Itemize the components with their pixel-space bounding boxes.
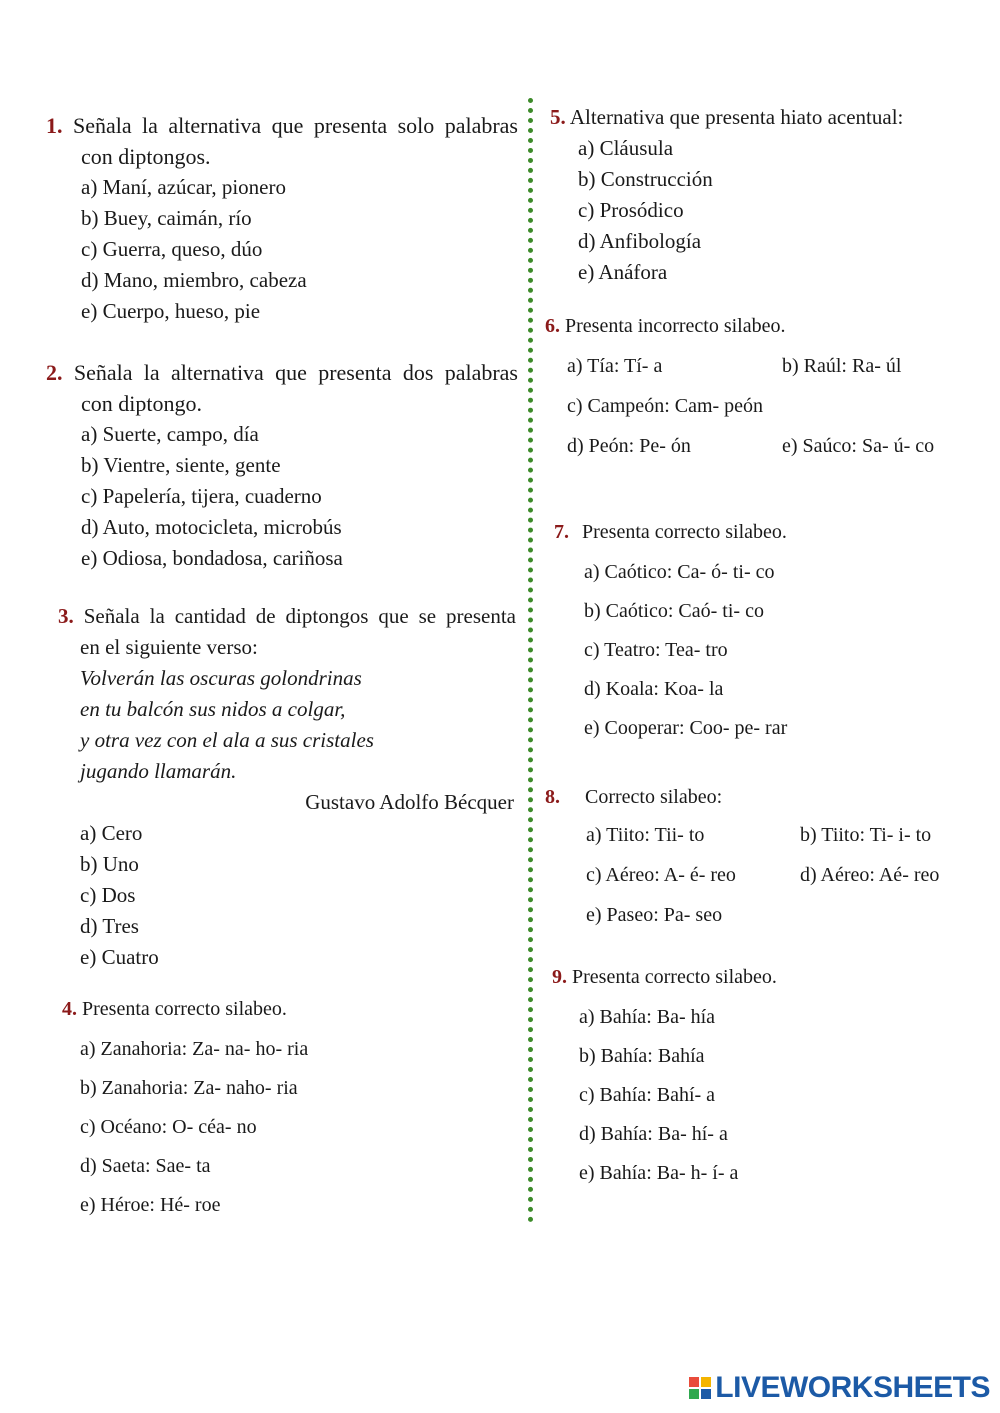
question-7-option-a[interactable]: a) Caótico: Ca- ó- ti- co xyxy=(584,561,775,583)
question-1 xyxy=(46,110,518,327)
question-5-stem: 5. Alternativa que presenta hiato acentual: xyxy=(550,105,904,129)
question-8-option-b[interactable]: b) Tiito: Ti- i- to xyxy=(800,824,932,846)
question-3-stem-line2: en el siguiente verso: xyxy=(80,635,258,659)
question-1-number: 1. xyxy=(46,113,63,138)
question-1-option-c[interactable]: c) Guerra, queso, dúo xyxy=(81,237,263,261)
question-4-option-a[interactable]: a) Zanahoria: Za- na- ho- ria xyxy=(80,1038,309,1060)
question-9-option-b[interactable]: b) Bahía: Bahía xyxy=(579,1045,705,1067)
question-2-stem-line2: con diptongo. xyxy=(81,391,202,416)
question-4-option-d[interactable]: d) Saeta: Sae- ta xyxy=(80,1155,211,1177)
liveworksheets-logo-text: LIVEWORKSHEETS xyxy=(715,1371,990,1404)
question-8-option-e[interactable]: e) Paseo: Pa- seo xyxy=(586,904,723,926)
question-3-verse-line1: Volverán las oscuras golondrinas xyxy=(80,666,362,690)
question-9 xyxy=(552,962,972,1189)
question-2-option-c[interactable]: c) Papelería, tijera, cuaderno xyxy=(81,484,322,508)
question-7-option-c[interactable]: c) Teatro: Tea- tro xyxy=(584,639,728,661)
question-5-option-d[interactable]: d) Anfibología xyxy=(578,229,702,253)
question-4-option-b[interactable]: b) Zanahoria: Za- naho- ria xyxy=(80,1077,298,1099)
question-2-option-a[interactable]: a) Suerte, campo, día xyxy=(81,422,259,446)
question-1-option-b[interactable]: b) Buey, caimán, río xyxy=(81,206,252,230)
question-3-option-b[interactable]: b) Uno xyxy=(80,852,139,876)
question-5-number: 5. xyxy=(550,105,566,129)
liveworksheets-logo-icon xyxy=(689,1377,711,1399)
question-3-stem-line1: 3. Señala la cantidad de diptongos que se presenta xyxy=(58,604,517,628)
question-6-option-b[interactable]: b) Raúl: Ra- úl xyxy=(782,355,902,377)
question-4 xyxy=(62,994,502,1221)
question-3-option-a[interactable]: a) Cero xyxy=(80,821,143,845)
question-8 xyxy=(545,782,985,931)
question-9-option-c[interactable]: c) Bahía: Bahí- a xyxy=(579,1084,716,1106)
question-6-stem: 6. Presenta incorrecto silabeo. xyxy=(545,315,786,337)
question-2-option-d[interactable]: d) Auto, motocicleta, microbús xyxy=(81,515,342,539)
question-3-verse-line4: jugando llamarán. xyxy=(80,759,237,783)
question-7-number: 7. xyxy=(554,521,569,543)
question-5-option-a[interactable]: a) Cláusula xyxy=(578,136,674,160)
question-8-option-c[interactable]: c) Aéreo: A- é- reo xyxy=(586,864,736,886)
question-7-option-d[interactable]: d) Koala: Koa- la xyxy=(584,678,724,700)
question-9-stem: 9. Presenta correcto silabeo. xyxy=(552,966,777,988)
question-4-option-c[interactable]: c) Océano: O- céa- no xyxy=(80,1116,257,1138)
question-7-stem: 7. Presenta correcto silabeo. xyxy=(554,521,787,543)
question-3 xyxy=(58,601,516,973)
question-8-stem: 8. Correcto silabeo: xyxy=(545,786,723,808)
question-7-option-e[interactable]: e) Cooperar: Coo- pe- rar xyxy=(584,717,788,739)
question-7-option-b[interactable]: b) Caótico: Caó- ti- co xyxy=(584,600,764,622)
question-8-option-a[interactable]: a) Tiito: Tii- to xyxy=(586,824,705,846)
question-5-option-e[interactable]: e) Anáfora xyxy=(578,260,668,284)
question-3-option-e[interactable]: e) Cuatro xyxy=(80,945,159,969)
question-5-option-c[interactable]: c) Prosódico xyxy=(578,198,684,222)
question-3-option-d[interactable]: d) Tres xyxy=(80,914,139,938)
question-4-option-e[interactable]: e) Héroe: Hé- roe xyxy=(80,1194,221,1216)
question-3-option-c[interactable]: c) Dos xyxy=(80,883,136,907)
question-6-option-c[interactable]: c) Campeón: Cam- peón xyxy=(567,395,764,417)
question-1-stem-line1: 1. Señala la alternativa que presenta solo palabras xyxy=(46,113,518,138)
question-3-verse-line3: y otra vez con el ala a sus cristales xyxy=(80,728,374,752)
question-3-author: Gustavo Adolfo Bécquer xyxy=(305,790,514,814)
question-6-number: 6. xyxy=(545,315,560,337)
question-6-option-e[interactable]: e) Saúco: Sa- ú- co xyxy=(782,435,935,457)
question-1-option-d[interactable]: d) Mano, miembro, cabeza xyxy=(81,268,307,292)
question-8-number: 8. xyxy=(545,786,560,808)
question-2-option-b[interactable]: b) Vientre, siente, gente xyxy=(81,453,281,477)
question-1-option-e[interactable]: e) Cuerpo, hueso, pie xyxy=(81,299,261,323)
question-9-number: 9. xyxy=(552,966,567,988)
question-6-option-a[interactable]: a) Tía: Tí- a xyxy=(567,355,663,377)
question-7 xyxy=(554,517,974,744)
question-1-option-a[interactable]: a) Maní, azúcar, pionero xyxy=(81,175,286,199)
question-4-stem: 4. Presenta correcto silabeo. xyxy=(62,998,287,1020)
liveworksheets-logo[interactable] xyxy=(689,1371,990,1405)
question-9-option-a[interactable]: a) Bahía: Ba- hía xyxy=(579,1006,716,1028)
question-6-option-d[interactable]: d) Peón: Pe- ón xyxy=(567,435,691,457)
question-3-verse-line2: en tu balcón sus nidos a colgar, xyxy=(80,697,346,721)
question-4-number: 4. xyxy=(62,998,77,1020)
question-6 xyxy=(545,311,965,462)
question-2 xyxy=(46,357,518,574)
question-5 xyxy=(550,102,970,288)
column-divider xyxy=(528,98,533,1223)
question-1-stem-line2: con diptongos. xyxy=(81,144,211,169)
question-2-option-e[interactable]: e) Odiosa, bondadosa, cariñosa xyxy=(81,546,343,570)
question-9-option-e[interactable]: e) Bahía: Ba- h- í- a xyxy=(579,1162,739,1184)
question-8-option-d[interactable]: d) Aéreo: Aé- reo xyxy=(800,864,940,886)
question-5-option-b[interactable]: b) Construcción xyxy=(578,167,713,191)
question-3-number: 3. xyxy=(58,604,74,628)
question-2-number: 2. xyxy=(46,360,63,385)
question-9-option-d[interactable]: d) Bahía: Ba- hí- a xyxy=(579,1123,728,1145)
question-2-stem-line1: 2. Señala la alternativa que presenta dos palabras xyxy=(46,360,518,385)
